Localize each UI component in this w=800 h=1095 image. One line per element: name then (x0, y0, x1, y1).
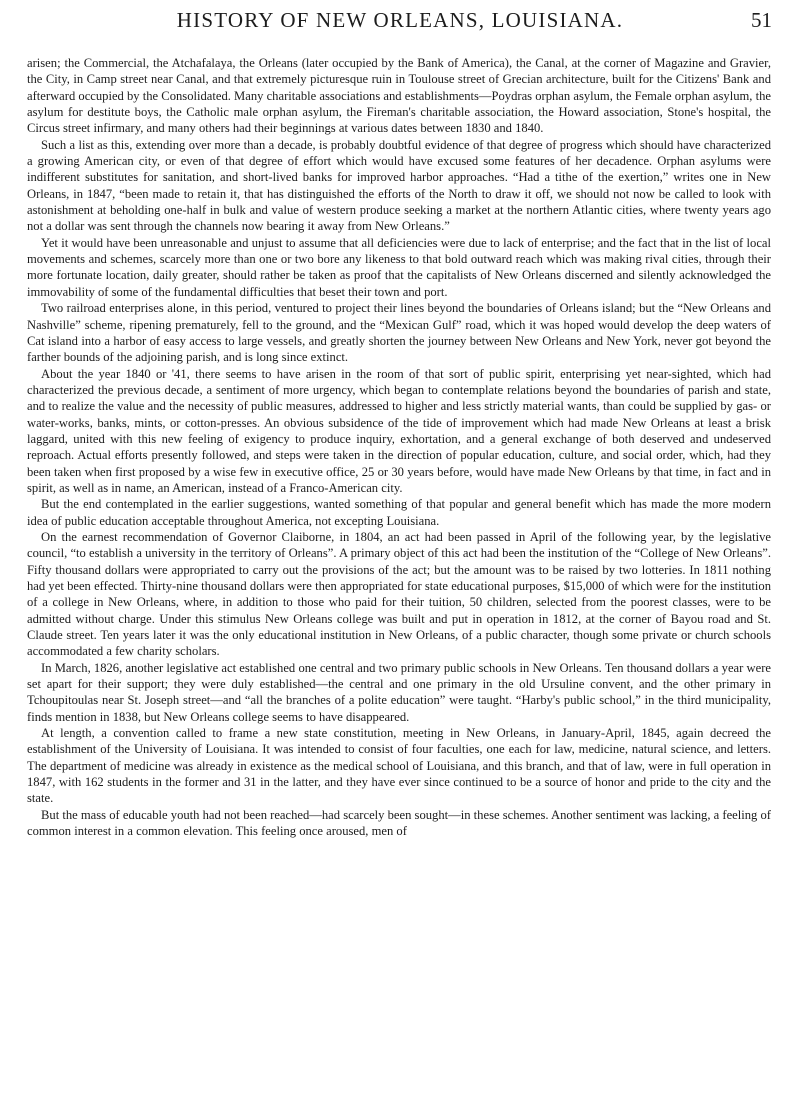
paragraph: But the mass of educable youth had not been reached—had scarcely been sought—in these schemes. Another sentiment was lacking, a feeling of common interest in a common elevation. This feeling once aroused, men of (27, 807, 771, 839)
paragraph: Yet it would have been unreasonable and unjust to assume that all deficiencies were due to lack of enterprise; and the fact that in the list of local movements and schemes, scarcely more than one or two bore any likeness to that bold outward reach which was making rival cities, through their more fortunate location, daily greater, should rather be taken as proof that the capitalists of New Orleans discerned and silently acknowledged the immovability of some of the fundamental difficulties that beset their town and port. (27, 235, 771, 299)
paragraph: arisen; the Commercial, the Atchafalaya, the Orleans (later occupied by the Bank of America), the Canal, at the corner of Magazine and Gravier, the City, in Camp street near Canal, and that extremely picturesque ruin in Toulouse street of Grecian architecture, built for the Citizens' Bank and afterward occupied by the Consolidated. Many charitable associations and establishments—Poydras orphan asylum, the Female orphan asylum, the asylum for destitute boys, the Catholic male orphan asylum, the Fireman's charitable association, the Howard association, Stone's hospital, the Circus street infirmary, and many others had their beginnings at various dates between 1830 and 1840. (27, 56, 771, 136)
page-header (0, 0, 800, 40)
paragraph: About the year 1840 or '41, there seems to have arisen in the room of that sort of public spirit, enterprising yet near-sighted, which had characterized the previous decade, a sentiment of more urgency, which began to contemplate relations beyond the boundaries of parish and state, and to realize the value and the necessity of public measures, addressed to higher and less strictly material wants, than could be supplied by gas- or water-works, banks, mints, or cotton-presses. An obvious subsidence of the tide of improvement which had made New Orleans at least a brisk laggard, united with this new feeling of exigency to produce inquiry, exhortation, and a general exchange of both deserved and undeserved reproach. Actual efforts presently followed, and steps were taken in the direction of popular education, culture, and social order, which, had they been taken when first proposed by a wise few in executive office, 25 or 30 years before, would have made New Orleans by that time, in fact and in spirit, as well as in name, an American, instead of a Franco-American city. (27, 366, 771, 495)
paragraph: Such a list as this, extending over more than a decade, is probably doubtful evidence of that degree of progress which should have characterized a growing American city, or even of that degree of effort which would have excused some features of her decadence. Orphan asylums were indifferent substitutes for sanitation, and short-lived banks for improved harbor approaches. “Had a tithe of the exertion,” writes one in New Orleans, in 1847, “been made to retain it, that has distinguished the efforts of the North to draw it off, we should not now be called to look with astonishment at beholding one-half in bulk and value of western produce seeking a market at the northern Atlantic cities, where twenty years ago not a dollar was sent through the channels now bearing it away from New Orleans.” (27, 137, 771, 234)
paragraph: Two railroad enterprises alone, in this period, ventured to project their lines beyond the boundaries of Orleans island; but the “New Orleans and Nashville” scheme, ripening prematurely, fell to the ground, and the “Mexican Gulf” road, which it was hoped would develop the deep waters of Cat island into a harbor of easy access to large vessels, and greatly shorten the journey between New Orleans and New York, never got beyond the farther bounds of the adjoining parish, and is long since extinct. (27, 301, 771, 365)
running-title: HISTORY OF NEW ORLEANS, LOUISIANA. (176, 8, 624, 32)
page-number: 51 (751, 8, 772, 32)
paragraph: But the end contemplated in the earlier suggestions, wanted something of that popular and general benefit which has made the more modern idea of public education acceptable throughout America, not excepting Louisiana. (27, 497, 771, 528)
paragraph: At length, a convention called to frame a new state constitution, meeting in New Orleans, in January-April, 1845, again decreed the establishment of the University of Louisiana. It was intended to consist of four faculties, one each for law, medicine, natural science, and letters. The department of medicine was already in existence as the medical school of Louisiana, and this branch, and that of law, were in full operation in 1847, with 162 students in the former and 31 in the latter, and they have ever since continued to be a source of honor and pride to the city and the state. (27, 726, 771, 806)
body-text (27, 55, 771, 840)
paragraph: In March, 1826, another legislative act established one central and two primary public schools in New Orleans. Ten thousand dollars a year were set apart for their support; they were duly established—the central and one primary in the old Ursuline convent, and the other primary in Tchoupitoulas near St. Joseph street—and “all the branches of a polite education” were taught. “Harby's public school,” in the third municipality, finds mention in 1838, but New Orleans college seems to have disappeared. (27, 660, 771, 724)
paragraph: On the earnest recommendation of Governor Claiborne, in 1804, an act had been passed in April of the following year, by the legislative council, “to establish a university in the territory of Orleans”. A primary object of this act had been the institution of the “College of New Orleans”. Fifty thousand dollars were appropriated to carry out the provisions of the act; but the amount was to be raised by two lotteries. In 1811 nothing had yet been effected. Thirty-nine thousand dollars were then appropriated for state educational purposes, $15,000 of which were for the institution of a college in New Orleans, where, in addition to those who paid for their tuition, 50 children, selected from the poorest classes, were to be admitted without charge. Under this stimulus New Orleans college was built and put in operation in 1812, at the corner of Bayou road and St. Claude street. Ten years later it was the only educational institution in New Orleans, of a public character, though some private or church schools accommodated a few charity scholars. (27, 529, 771, 659)
